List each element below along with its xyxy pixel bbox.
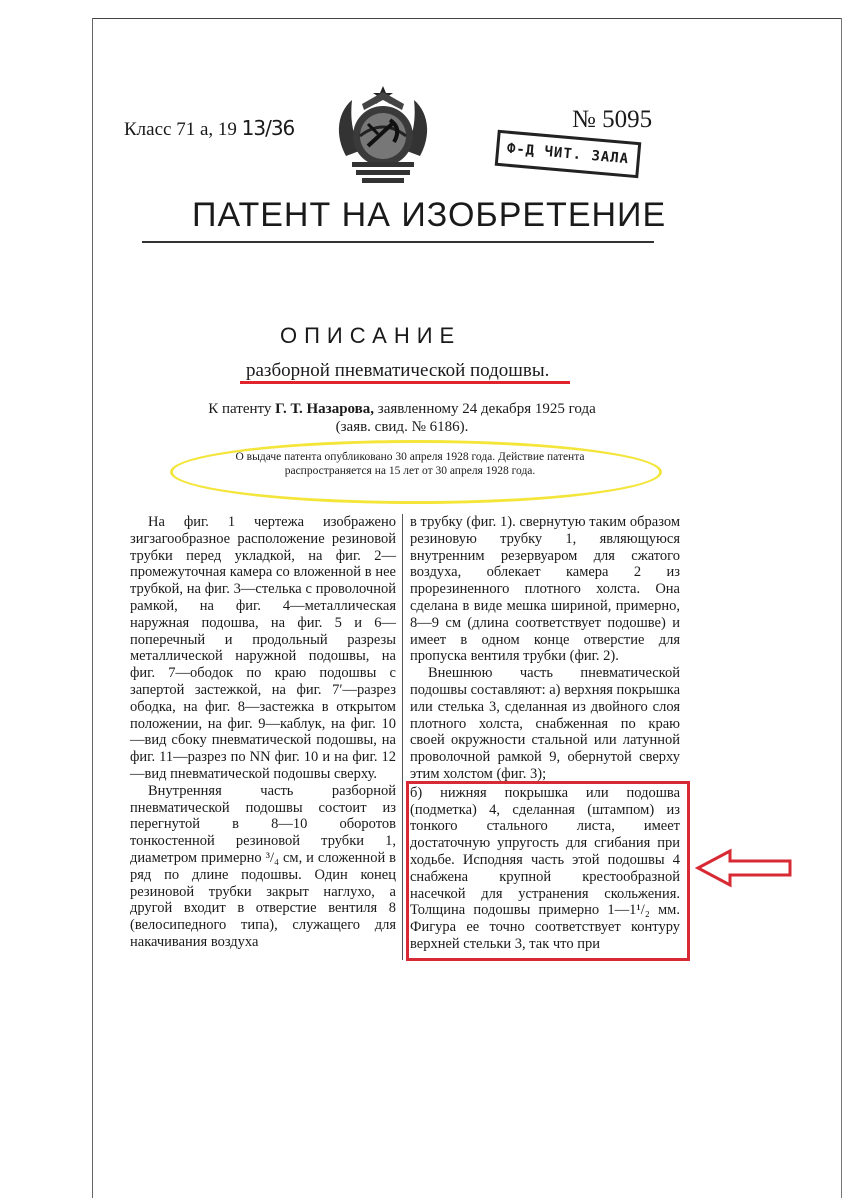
ref-application: (заяв. свид. № 6186). [335, 419, 469, 435]
subject-red-underline [240, 381, 570, 384]
red-highlight-box [406, 781, 690, 961]
library-stamp: Ф-Д ЧИТ. ЗАЛА [495, 130, 642, 178]
notice-line-2: распространяется на 15 лет от 30 апреля 1928 года. [284, 465, 536, 477]
class-handwritten: 13/36 [241, 116, 295, 140]
class-text: Класс 71 а, 19 [124, 119, 237, 140]
paragraph: в трубку (фиг. 1). свернутую таким образом резиновую трубку 1, являющуюся внутренним резервуаром для сжатого воздуха, облекает камера 2 из прорезиненного плотного холста. Она сделана в виде мешка шириной, примерно, 8—9 см (длина соответствует подошве) и имеет в одном конце отверстие для пропуска вентиля трубки (фиг. 2). [410, 514, 680, 665]
description-heading: ОПИСАНИЕ [280, 323, 462, 348]
notice-line-1: О выдаче патента опубликовано 30 апреля 1928 года. Действие патента [235, 451, 585, 463]
page-border-right [841, 18, 842, 1198]
ref-prefix: К патенту [208, 401, 272, 417]
ussr-emblem-icon [332, 84, 434, 188]
page-title: ПАТЕНТ НА ИЗОБРЕТЕНИЕ [192, 196, 667, 234]
text-column-left [130, 514, 396, 951]
invention-subject: разборной пневматической подошвы. [246, 360, 550, 381]
left-arrow-icon [694, 848, 794, 888]
ref-date: заявленному 24 декабря 1925 года [377, 401, 596, 417]
patent-reference [182, 400, 622, 436]
ref-author: Г. Т. Назарова, [275, 401, 375, 417]
paragraph: Внешнюю часть пневматической подошвы составляют: а) верхняя покрышка или стелька 3, сделанная из двойного слоя плотного холста, снабженная по краю своей окружности стальной или латунной проволочной рамкой 9, обернутой сверху этим холстом (фиг. 3); [410, 665, 681, 782]
page-border-left [92, 18, 93, 1198]
patent-number: № 5095 [572, 106, 653, 133]
paragraph: На фиг. 1 чертежа изображено зигзагообразное расположение резиновой трубки перед укладкой, на фиг. 2—промежуточная камера со вложенной в нее трубкой, на фиг. 3—стелька с проволочной рамкой, на фиг. 4—металлическая наружная подошва, на фиг. 5 и 6—поперечный и продольный разрезы металлической наружной подошвы, на фиг. 7—ободок по краю подошвы с запертой застежкой, на фиг. 7′—разрез ободка, на фиг. 8—застежка в открытом положении, на фиг. 9—каблук, на фиг. 10—вид сбоку пневматической подошвы, на фиг. 11—разрез по NN фиг. 10 и на фиг. 12—вид пневматической подошвы сверху. [130, 514, 396, 782]
paragraph: Внутренняя часть разборной пневматической подошвы состоит из перегнутой в 8—10 оборотов тонкостенной резиновой трубки 1, диаметром примерно ³/₄ см, и сложенной в ряд по длине подошвы. Один конец резиновой трубки закрыт наглухо, а другой входит в отверстие вентиля 8 (велосипедного типа), служащего для накачивания воздуха [130, 782, 396, 950]
column-divider [402, 514, 403, 960]
title-divider [142, 241, 654, 243]
class-label [124, 116, 294, 141]
page-border-top [92, 18, 842, 19]
paragraph: б) нижняя покрышка или подошва (подметка) 4, сделанная (штампом) из тонкого стального листа, имеет достаточную упругость для сгибания при ходьбе. Исподняя часть этой подошвы 4 снабжена крупной крестообразной насечкой для устранения скольжения. Толщина подошвы примерно 1—1¹/₂ мм. Фигура ее точно соответствует контуру верхней стельки 3, так что при [410, 784, 680, 952]
publication-notice [190, 450, 630, 478]
